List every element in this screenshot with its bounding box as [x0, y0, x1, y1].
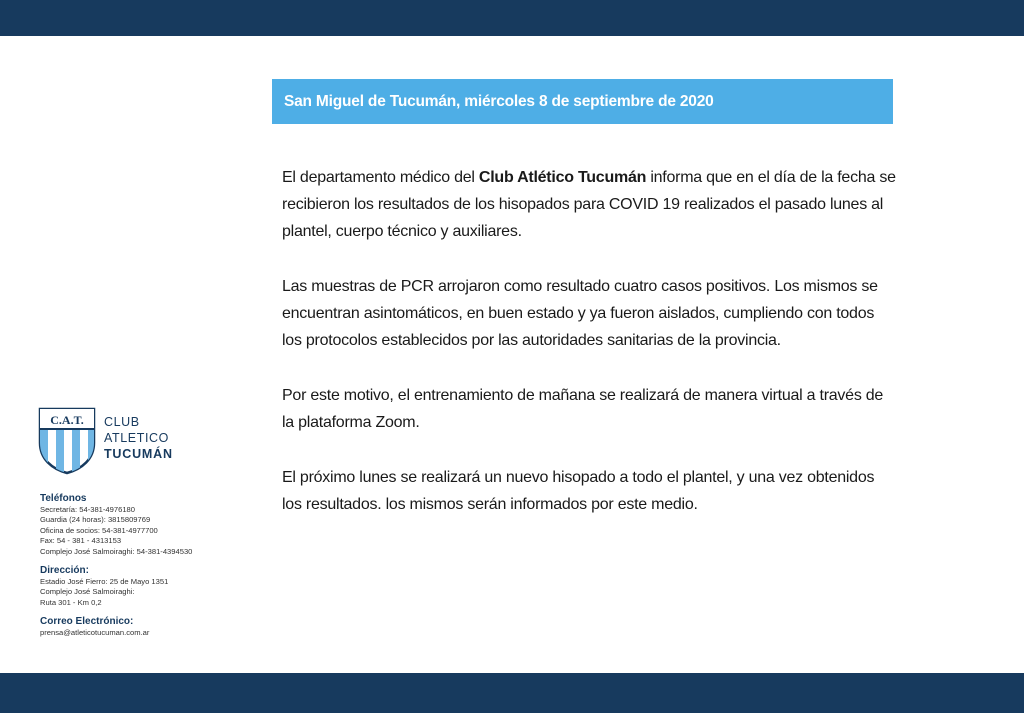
contact-info: [40, 493, 260, 647]
phone-line: Oficina de socios: 54-381-4977700: [40, 525, 158, 535]
phones-section: [40, 493, 260, 557]
address-line: Ruta 301 - Km 0,2: [40, 597, 102, 607]
top-header-band: [0, 0, 1024, 36]
phone-line: Guardia (24 horas): 3815809769: [40, 515, 151, 525]
logo-line-tucuman: TUCUMÁN: [104, 447, 173, 461]
address-line: Complejo José Salmoiraghi:: [40, 587, 135, 597]
phone-line: Complejo José Salmoiraghi: 54-381-4394530: [40, 546, 193, 556]
crest-text: C.A.T.: [50, 413, 84, 427]
club-logo: [38, 407, 198, 475]
email-section: [40, 616, 260, 638]
bottom-footer-band: [0, 673, 1024, 713]
address-section: [40, 565, 260, 608]
paragraph-2: Las muestras de PCR arrojaron como resultado cuatro casos positivos. Los mismos se encuentran asintomáticos, en buen estado y ya fueron aislados, cumpliendo con todos los protocolos establecidos por las autoridades sanitarias de la provincia.: [282, 278, 878, 349]
paragraph-1-start: El departamento médico del: [282, 169, 479, 186]
phone-line: Secretaría: 54-381-4976180: [40, 505, 135, 514]
paragraph-4: El próximo lunes se realizará un nuevo hisopado a todo el plantel, y una vez obtenidos los resultados. los mismos serán informados por este medio.: [282, 469, 875, 513]
paragraph-1-end: informa que en el día de la fecha se recibieron los resultados de los hisopados para COVID 19 realizados el pasado lunes al plantel, cuerpo técnico y auxiliares.: [282, 169, 896, 240]
phones-title: Teléfonos: [40, 493, 87, 504]
date-line: San Miguel de Tucumán, miércoles 8 de septiembre de 2020: [284, 92, 714, 110]
email-title: Correo Electrónico:: [40, 616, 134, 628]
paragraph-1: [282, 164, 897, 245]
press-release-body: [282, 164, 897, 546]
address-title: Dirección:: [40, 565, 89, 577]
phone-line: Fax: 54 - 381 - 4313153: [40, 536, 122, 546]
club-crest-icon: [38, 407, 96, 475]
logo-line-club: CLUB: [104, 415, 140, 429]
logo-line-atletico: ATLETICO: [104, 431, 169, 445]
date-banner: [272, 79, 893, 124]
paragraph-3: Por este motivo, el entrenamiento de mañana se realizará de manera virtual a través de la plataforma Zoom.: [282, 387, 884, 431]
address-line: Estadio José Fierro: 25 de Mayo 1351: [40, 577, 169, 587]
email-address: prensa@atleticotucuman.com.ar: [40, 628, 150, 638]
club-name-bold: Club Atlético Tucumán: [478, 169, 647, 186]
